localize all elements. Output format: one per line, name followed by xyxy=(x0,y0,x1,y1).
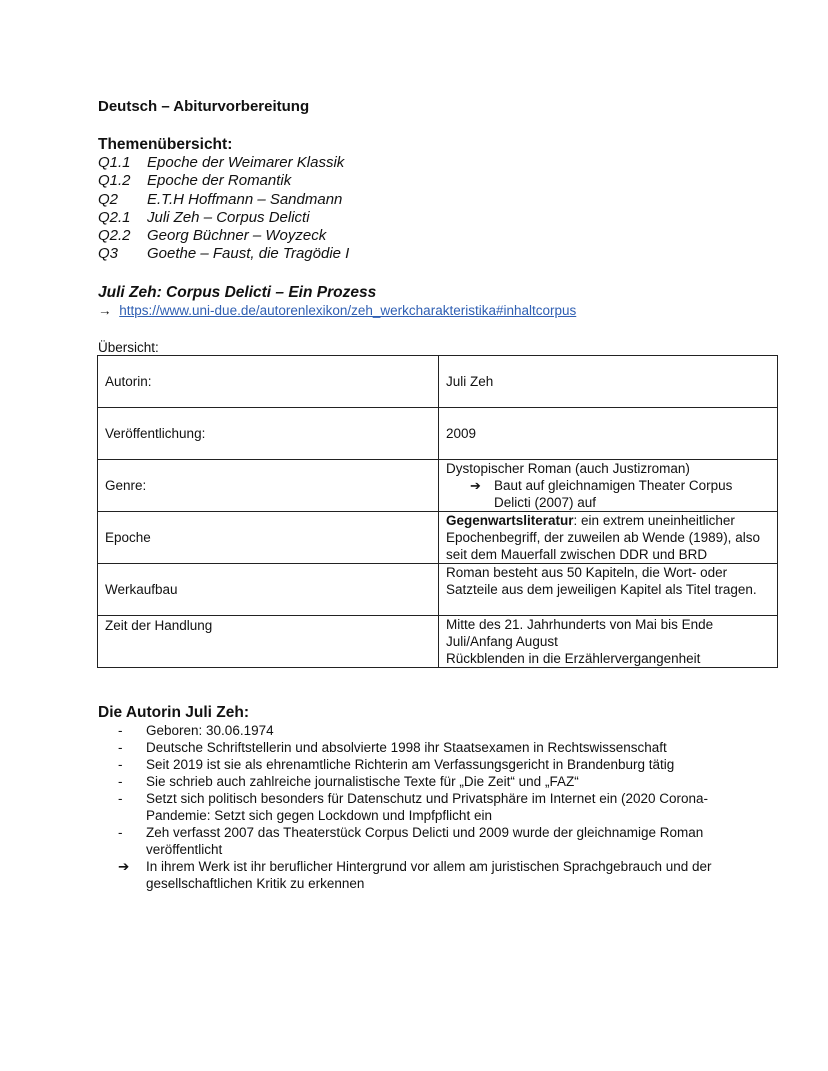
reference-link-row xyxy=(98,303,576,318)
arrow-right-icon: → xyxy=(98,303,112,318)
overview-label: Übersicht: xyxy=(98,340,159,355)
table-key: Epoche xyxy=(98,512,439,564)
time-line-2: Rückblenden in die Erzählervergangenheit xyxy=(446,651,701,666)
list-item xyxy=(118,756,758,773)
list-item xyxy=(118,824,758,858)
list-item xyxy=(118,739,758,756)
theme-item xyxy=(98,245,349,263)
document-title: Deutsch – Abiturvorbereitung xyxy=(98,98,310,115)
list-item-text: Zeh verfasst 2007 das Theaterstück Corpus Delicti und 2009 wurde der gleichnamige Roman veröffentlicht xyxy=(146,825,704,857)
themes-heading: Themenübersicht: xyxy=(98,136,233,153)
table-key: Genre: xyxy=(98,460,439,512)
dash-bullet: - xyxy=(118,740,123,755)
dash-bullet: - xyxy=(118,723,123,738)
table-value xyxy=(439,512,778,564)
table-row xyxy=(98,616,778,668)
dash-bullet: - xyxy=(118,757,123,772)
arrow-bullet-icon: ➔ xyxy=(470,478,481,493)
epoch-description: : ein extrem uneinheitlicher Epochenbegriff, der zuweilen ab Wende (1989), also seit dem Mauerfall zwischen DDR und BRD xyxy=(446,513,760,562)
list-item-text: Setzt sich politisch besonders für Datenschutz und Privatsphäre im Internet ein (2020 Corona-Pandemie: Setzt sich gegen Lockdown und Impfpflicht ein xyxy=(146,791,709,823)
theme-item xyxy=(98,227,349,245)
table-key: Werkaufbau xyxy=(98,564,439,616)
list-item-text: Sie schrieb auch zahlreiche journalistische Texte für „Die Zeit“ und „FAZ“ xyxy=(146,774,579,789)
theme-label: Goethe – Faust, die Tragödie I xyxy=(147,245,350,263)
table-key: Veröffentlichung: xyxy=(98,408,439,460)
overview-table xyxy=(97,355,778,668)
dash-bullet: - xyxy=(118,791,123,806)
theme-code: Q2.2 xyxy=(98,227,131,245)
list-item xyxy=(118,722,758,739)
theme-code: Q2.1 xyxy=(98,208,131,226)
table-row xyxy=(98,356,778,408)
theme-code: Q1.1 xyxy=(98,154,131,171)
dash-bullet: - xyxy=(118,825,123,840)
arrow-bullet-icon: ➔ xyxy=(118,859,130,874)
table-key: Autorin: xyxy=(98,356,439,408)
theme-label: Epoche der Weimarer Klassik xyxy=(147,154,345,171)
table-row xyxy=(98,408,778,460)
theme-item xyxy=(98,172,349,190)
theme-label: E.T.H Hoffmann – Sandmann xyxy=(147,190,343,208)
genre-text: Dystopischer Roman (auch Justizroman) xyxy=(446,461,690,476)
table-value xyxy=(439,460,778,512)
table-value xyxy=(439,616,778,668)
theme-list xyxy=(98,154,349,264)
theme-label: Juli Zeh – Corpus Delicti xyxy=(147,208,310,226)
theme-item xyxy=(98,209,349,227)
table-row xyxy=(98,512,778,564)
list-item-text: In ihrem Werk ist ihr beruflicher Hintergrund vor allem am juristischen Sprachgebrauch und der gesellschaftlichen Kritik zu erkennen xyxy=(146,859,712,891)
list-item-text: Geboren: 30.06.1974 xyxy=(146,723,274,738)
table-value: Juli Zeh xyxy=(439,356,778,408)
theme-code: Q2 xyxy=(98,190,119,208)
reference-link[interactable]: https://www.uni-due.de/autorenlexikon/zeh_werkcharakteristika#inhaltcorpus xyxy=(119,303,577,318)
theme-code: Q3 xyxy=(98,245,119,263)
table-key: Zeit der Handlung xyxy=(98,616,439,668)
theme-code: Q1.2 xyxy=(98,172,131,190)
table-row xyxy=(98,460,778,512)
table-value: Roman besteht aus 50 Kapiteln, die Wort- oder Satzteile aus dem jeweiligen Kapitel als Titel tragen. xyxy=(439,564,778,616)
dash-bullet: - xyxy=(118,774,123,789)
epoch-term: Gegenwartsliteratur xyxy=(446,513,574,528)
theme-label: Epoche der Romantik xyxy=(147,172,292,190)
theme-item xyxy=(98,154,349,172)
section-title: Juli Zeh: Corpus Delicti – Ein Prozess xyxy=(98,284,377,301)
author-heading: Die Autorin Juli Zeh: xyxy=(98,704,249,721)
list-item xyxy=(118,858,758,892)
theme-item xyxy=(98,191,349,209)
table-value: 2009 xyxy=(439,408,778,460)
list-item xyxy=(118,773,758,790)
table-row xyxy=(98,564,778,616)
list-item-text: Seit 2019 ist sie als ehrenamtliche Richterin am Verfassungsgericht in Brandenburg tätig xyxy=(146,757,675,772)
genre-sub-text: Baut auf gleichnamigen Theater Corpus Delicti (2007) auf xyxy=(494,478,733,510)
genre-sub-bullet xyxy=(446,477,771,511)
list-item-text: Deutsche Schriftstellerin und absolvierte 1998 ihr Staatsexamen in Rechtswissenschaft xyxy=(146,740,667,755)
time-line-1: Mitte des 21. Jahrhunderts von Mai bis Ende Juli/Anfang August xyxy=(446,617,714,649)
author-list xyxy=(118,722,758,892)
list-item xyxy=(118,790,758,824)
theme-label: Georg Büchner – Woyzeck xyxy=(147,227,327,245)
